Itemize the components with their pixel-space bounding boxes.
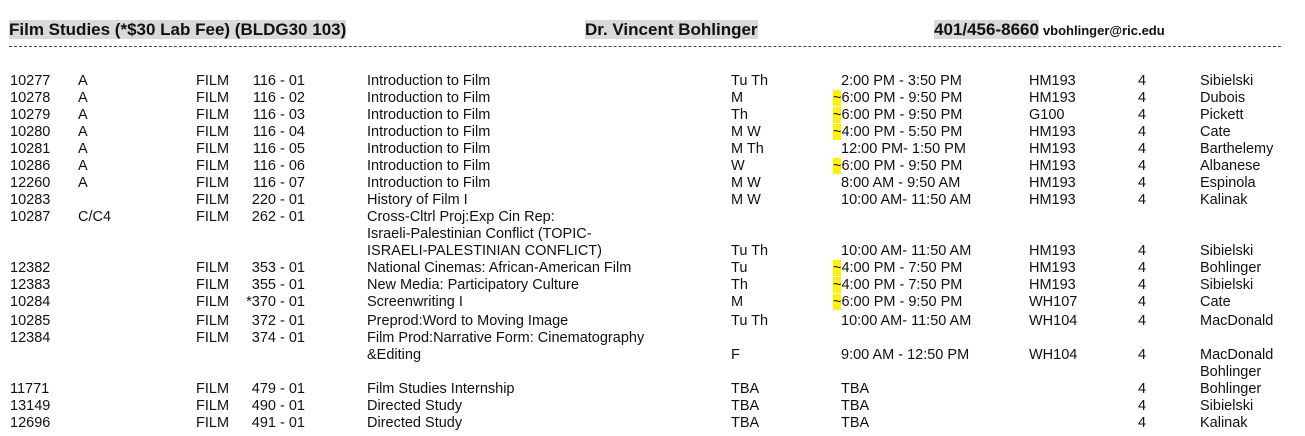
highlight-tilde-icon: ~ [833, 260, 842, 276]
cell-title: Introduction to Film [367, 107, 491, 123]
cell-days: Th [731, 107, 748, 123]
cell-ptrm: A [78, 90, 88, 106]
cell-inst: Cate [1200, 294, 1231, 310]
cell-cred: 4 [1138, 347, 1147, 363]
cell-inst: Bohlinger [1200, 260, 1262, 276]
department-heading [9, 20, 346, 40]
cell-title: History of Film I [367, 192, 468, 208]
cell-num: 374 - 01 [251, 330, 305, 346]
cell-num: 262 - 01 [251, 209, 305, 225]
cell-cred: 4 [1138, 313, 1147, 329]
cell-subj: FILM [196, 381, 230, 397]
phone-number: 401/456-8660 [934, 20, 1039, 39]
cell-subj: FILM [196, 90, 230, 106]
cell-cred: 4 [1138, 277, 1147, 293]
cell-inst: Barthelemy [1200, 141, 1274, 157]
cell-days: Th [731, 277, 748, 293]
cell-num: 116 - 04 [252, 124, 305, 140]
cell-subj: FILM [196, 192, 230, 208]
time-text: 6:00 PM - 9:50 PM [841, 90, 963, 106]
table-row [0, 277, 1305, 294]
cell-days: M [731, 294, 744, 310]
cell-ptrm: A [78, 73, 88, 89]
cell-room: HM193 [1029, 141, 1076, 157]
cell-title: Directed Study [367, 415, 463, 431]
cell-title: Screenwriting I [367, 294, 463, 310]
cell-num: 116 - 05 [252, 141, 305, 157]
cell-subj: FILM [196, 141, 230, 157]
cell-crn: 10281 [10, 141, 51, 157]
cell-crn: 13149 [10, 398, 51, 414]
cell-num: 491 - 01 [251, 415, 305, 431]
cell-num: 116 - 03 [252, 107, 305, 123]
cell-cred: 4 [1138, 260, 1147, 276]
highlight-tilde-icon: ~ [833, 158, 842, 174]
cell-subj: FILM [196, 209, 230, 225]
cell-subj: FILM [196, 398, 230, 414]
cell-room: HM193 [1029, 243, 1076, 259]
cell-subj: FILM [196, 330, 230, 346]
cell-time [833, 294, 962, 311]
cell-num: 353 - 01 [251, 260, 305, 276]
cell-crn: 10287 [10, 209, 51, 225]
cell-inst: Kalinak [1200, 415, 1248, 431]
cell-crn: 10280 [10, 124, 51, 140]
cell-time: TBA [841, 398, 870, 414]
cell-title: Cross-Cltrl Proj:Exp Cin Rep: [367, 209, 555, 225]
cell-title: Introduction to Film [367, 90, 491, 106]
cell-crn: 10285 [10, 313, 51, 329]
cell-num: 116 - 06 [252, 158, 305, 174]
table-row [0, 313, 1305, 330]
cell-cred: 4 [1138, 243, 1147, 259]
cell-days: TBA [731, 381, 760, 397]
cell-days: M [731, 90, 744, 106]
highlight-tilde-icon: ~ [833, 124, 842, 140]
cell-inst: Sibielski [1200, 73, 1254, 89]
cell-crn: 12696 [10, 415, 51, 431]
table-row [0, 243, 1305, 260]
cell-cred: 4 [1138, 294, 1147, 310]
cell-crn: 10277 [10, 73, 51, 89]
time-text: 4:00 PM - 5:50 PM [841, 124, 963, 140]
cell-title: Israeli-Palestinian Conflict (TOPIC- [367, 226, 592, 242]
cell-crn: 10284 [10, 294, 51, 310]
cell-subj: FILM [196, 124, 230, 140]
cell-num: 372 - 01 [251, 313, 305, 329]
cell-time [833, 277, 962, 294]
table-row [0, 364, 1305, 381]
cell-num: *370 - 01 [246, 294, 305, 310]
cell-inst: Sibielski [1200, 277, 1254, 293]
cell-days: Tu Th [731, 73, 769, 89]
cell-days: Tu Th [731, 243, 769, 259]
contact-heading [934, 20, 1165, 40]
cell-time: 2:00 PM - 3:50 PM [841, 73, 962, 89]
cell-crn: 12382 [10, 260, 51, 276]
cell-num: 220 - 01 [251, 192, 305, 208]
cell-subj: FILM [196, 294, 230, 310]
cell-days: TBA [731, 415, 760, 431]
time-text: 6:00 PM - 9:50 PM [841, 107, 963, 123]
cell-days: Tu [731, 260, 748, 276]
cell-ptrm: A [78, 141, 88, 157]
cell-subj: FILM [196, 313, 230, 329]
cell-subj: FILM [196, 260, 230, 276]
cell-crn: 10283 [10, 192, 51, 208]
table-row [0, 175, 1305, 192]
cell-inst: Espinola [1200, 175, 1256, 191]
chair-heading [585, 20, 758, 40]
cell-room: HM193 [1029, 192, 1076, 208]
cell-inst: Dubois [1200, 90, 1246, 106]
cell-title: National Cinemas: African-American Film [367, 260, 632, 276]
cell-inst: Pickett [1200, 107, 1244, 123]
cell-room: HM193 [1029, 90, 1076, 106]
cell-title: ISRAELI-PALESTINIAN CONFLICT) [367, 243, 602, 259]
cell-inst: MacDonald [1200, 347, 1274, 363]
cell-days: Tu Th [731, 313, 769, 329]
cell-room: WH104 [1029, 313, 1078, 329]
cell-time: 10:00 AM- 11:50 AM [841, 243, 972, 259]
table-row [0, 209, 1305, 226]
cell-ptrm: A [78, 158, 88, 174]
table-row [0, 90, 1305, 107]
cell-crn: 12260 [10, 175, 51, 191]
cell-title: New Media: Participatory Culture [367, 277, 579, 293]
cell-time: TBA [841, 381, 870, 397]
cell-num: 355 - 01 [251, 277, 305, 293]
cell-title: Preprod:Word to Moving Image [367, 313, 569, 329]
cell-room: HM193 [1029, 158, 1076, 174]
cell-title: Directed Study [367, 398, 463, 414]
cell-num: 116 - 02 [252, 90, 305, 106]
cell-days: TBA [731, 398, 760, 414]
department-title: Film Studies (*$30 Lab Fee) (BLDG30 103) [9, 20, 347, 39]
cell-ptrm: A [78, 175, 88, 191]
table-row [0, 347, 1305, 364]
cell-subj: FILM [196, 277, 230, 293]
cell-num: 116 - 01 [252, 73, 305, 89]
cell-subj: FILM [196, 175, 230, 191]
cell-days: M W [731, 124, 761, 140]
cell-subj: FILM [196, 73, 230, 89]
cell-room: WH107 [1029, 294, 1078, 310]
highlight-tilde-icon: ~ [833, 90, 842, 106]
table-row [0, 226, 1305, 243]
cell-room: HM193 [1029, 260, 1076, 276]
chair-name: Dr. Vincent Bohlinger [585, 20, 758, 39]
time-text: 6:00 PM - 9:50 PM [841, 158, 963, 174]
cell-time [833, 124, 962, 141]
cell-time: 12:00 PM- 1:50 PM [841, 141, 966, 157]
cell-ptrm: A [78, 107, 88, 123]
cell-time: TBA [841, 415, 870, 431]
highlight-tilde-icon: ~ [833, 277, 842, 293]
table-row [0, 398, 1305, 415]
cell-inst: Sibielski [1200, 243, 1254, 259]
header-divider [9, 46, 1281, 47]
cell-crn: 12383 [10, 277, 51, 293]
table-row [0, 192, 1305, 209]
cell-time [833, 158, 962, 175]
cell-days: M W [731, 175, 761, 191]
cell-time: 10:00 AM- 11:50 AM [841, 192, 972, 208]
table-row [0, 141, 1305, 158]
cell-inst: Albanese [1200, 158, 1261, 174]
cell-inst: MacDonald [1200, 313, 1274, 329]
table-row [0, 381, 1305, 398]
cell-title: Introduction to Film [367, 158, 491, 174]
cell-cred: 4 [1138, 398, 1147, 414]
cell-title: &Editing [367, 347, 422, 363]
cell-ptrm: C/C4 [78, 209, 112, 225]
cell-num: 479 - 01 [251, 381, 305, 397]
cell-room: HM193 [1029, 124, 1076, 140]
cell-title: Introduction to Film [367, 124, 491, 140]
cell-crn: 10279 [10, 107, 51, 123]
time-text: 4:00 PM - 7:50 PM [841, 277, 963, 293]
table-row [0, 73, 1305, 90]
cell-crn: 12384 [10, 330, 51, 346]
cell-cred: 4 [1138, 381, 1147, 397]
cell-time: 10:00 AM- 11:50 AM [841, 313, 972, 329]
cell-time [833, 260, 962, 277]
table-row [0, 124, 1305, 141]
cell-cred: 4 [1138, 90, 1147, 106]
cell-cred: 4 [1138, 141, 1147, 157]
cell-subj: FILM [196, 415, 230, 431]
cell-title: Introduction to Film [367, 141, 491, 157]
cell-subj: FILM [196, 158, 230, 174]
cell-days: M W [731, 192, 761, 208]
cell-room: HM193 [1029, 175, 1076, 191]
cell-days: M Th [731, 141, 764, 157]
cell-crn: 10278 [10, 90, 51, 106]
table-row [0, 294, 1305, 311]
cell-time: 8:00 AM - 9:50 AM [841, 175, 961, 191]
cell-time [833, 107, 962, 124]
cell-cred: 4 [1138, 158, 1147, 174]
time-text: 6:00 PM - 9:50 PM [841, 294, 963, 310]
cell-days: F [731, 347, 740, 363]
cell-cred: 4 [1138, 73, 1147, 89]
table-row [0, 158, 1305, 175]
cell-num: 490 - 01 [251, 398, 305, 414]
cell-time [833, 90, 962, 107]
highlight-tilde-icon: ~ [833, 294, 842, 310]
time-text: 4:00 PM - 7:50 PM [841, 260, 963, 276]
cell-room: HM193 [1029, 73, 1076, 89]
highlight-tilde-icon: ~ [833, 107, 842, 123]
cell-room: G100 [1029, 107, 1065, 123]
cell-room: WH104 [1029, 347, 1078, 363]
cell-inst: Cate [1200, 124, 1231, 140]
email-address: vbohlinger@ric.edu [1042, 23, 1165, 38]
cell-days: W [731, 158, 745, 174]
cell-crn: 11771 [10, 381, 50, 397]
cell-cred: 4 [1138, 175, 1147, 191]
cell-inst: Kalinak [1200, 192, 1248, 208]
cell-title: Introduction to Film [367, 73, 491, 89]
cell-crn: 10286 [10, 158, 51, 174]
cell-inst: Bohlinger [1200, 364, 1262, 380]
cell-title: Film Prod:Narrative Form: Cinematography [367, 330, 645, 346]
table-row [0, 415, 1305, 432]
cell-cred: 4 [1138, 192, 1147, 208]
cell-inst: Sibielski [1200, 398, 1254, 414]
cell-num: 116 - 07 [252, 175, 305, 191]
cell-inst: Bohlinger [1200, 381, 1262, 397]
table-row [0, 107, 1305, 124]
cell-ptrm: A [78, 124, 88, 140]
cell-room: HM193 [1029, 277, 1076, 293]
cell-time: 9:00 AM - 12:50 PM [841, 347, 970, 363]
cell-subj: FILM [196, 107, 230, 123]
cell-cred: 4 [1138, 124, 1147, 140]
cell-cred: 4 [1138, 415, 1147, 431]
cell-title: Film Studies Internship [367, 381, 515, 397]
table-row [0, 330, 1305, 347]
cell-cred: 4 [1138, 107, 1147, 123]
cell-title: Introduction to Film [367, 175, 491, 191]
table-row [0, 260, 1305, 277]
